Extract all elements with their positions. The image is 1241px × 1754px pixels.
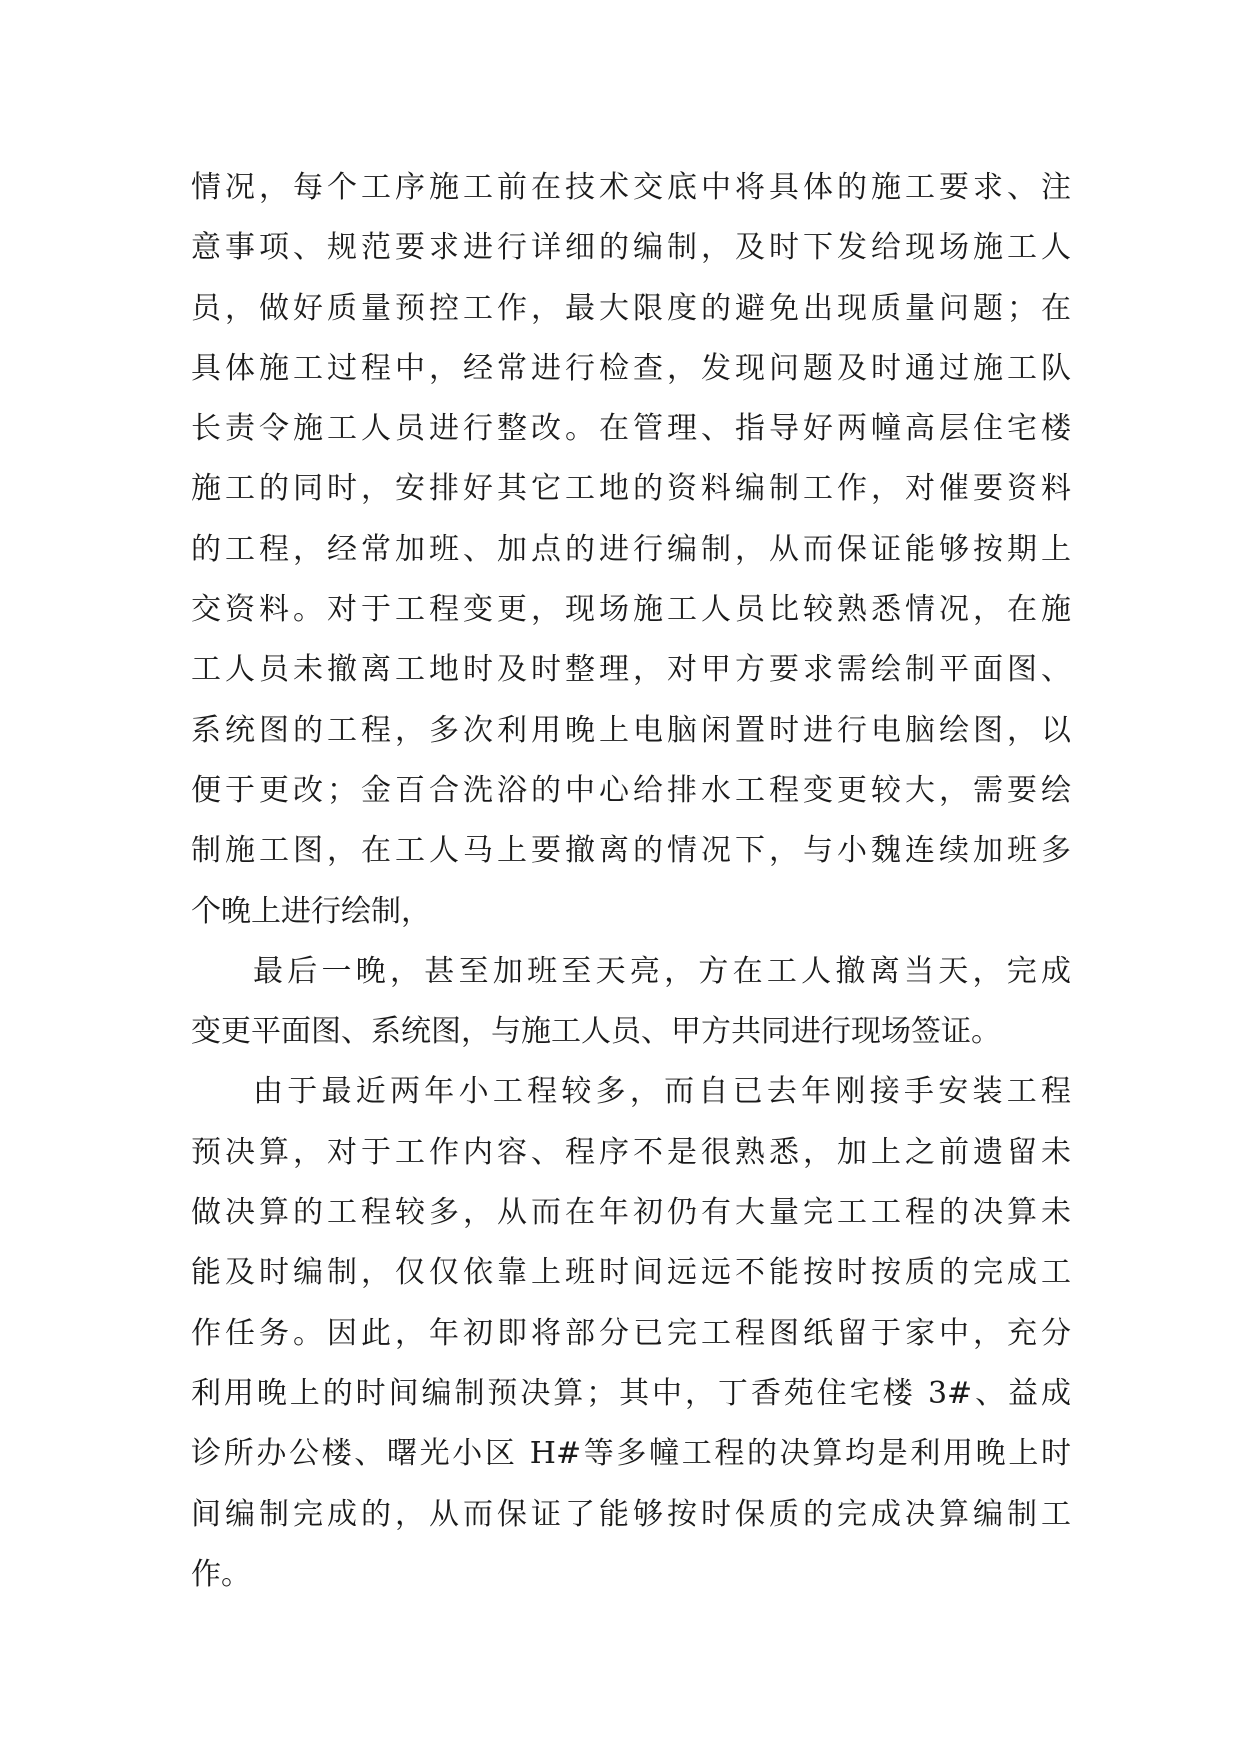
text-line: 制施工图，在工人马上要撤离的情况下，与小魏连续加班多 bbox=[191, 833, 1071, 869]
text-line: 诊所办公楼、曙光小区 H#等多幢工程的决算均是利用晚上时 bbox=[191, 1436, 1071, 1472]
text-line: 作任务。因此，年初即将部分已完工程图纸留于家中，充分 bbox=[191, 1315, 1071, 1351]
paragraph-1 bbox=[191, 158, 1071, 942]
text-line: 能及时编制，仅仅依靠上班时间远远不能按时按质的完成工 bbox=[191, 1255, 1071, 1291]
body-text bbox=[191, 158, 1071, 1605]
text-line: 系统图的工程，多次利用晚上电脑闲置时进行电脑绘图，以 bbox=[191, 712, 1071, 748]
text-line: 变更平面图、系统图，与施工人员、甲方共同进行现场签证。 bbox=[191, 1014, 1001, 1050]
text-line: 工人员未撤离工地时及时整理，对甲方要求需绘制平面图、 bbox=[191, 652, 1071, 688]
text-line: 的工程，经常加班、加点的进行编制，从而保证能够按期上 bbox=[191, 531, 1071, 567]
text-line: 最后一晚，甚至加班至天亮，方在工人撤离当天，完成 bbox=[253, 953, 1071, 989]
text-line: 做决算的工程较多，从而在年初仍有大量完工工程的决算未 bbox=[191, 1195, 1071, 1231]
text-line: 预决算，对于工作内容、程序不是很熟悉，加上之前遗留未 bbox=[191, 1134, 1071, 1170]
text-line: 间编制完成的，从而保证了能够按时保质的完成决算编制工 bbox=[191, 1496, 1071, 1532]
text-line: 具体施工过程中，经常进行检查，发现问题及时通过施工队 bbox=[191, 350, 1071, 386]
text-line: 施工的同时，安排好其它工地的资料编制工作，对催要资料 bbox=[191, 471, 1071, 507]
paragraph-2 bbox=[191, 942, 1071, 1063]
text-line: 长责令施工人员进行整改。在管理、指导好两幢高层住宅楼 bbox=[191, 411, 1071, 447]
text-line: 情况，每个工序施工前在技术交底中将具体的施工要求、注 bbox=[191, 170, 1071, 205]
text-line: 由于最近两年小工程较多，而自已去年刚接手安装工程 bbox=[253, 1074, 1071, 1110]
text-line: 作。 bbox=[191, 1556, 251, 1592]
paragraph-3 bbox=[191, 1062, 1071, 1605]
text-line: 意事项、规范要求进行详细的编制，及时下发给现场施工人 bbox=[191, 230, 1071, 266]
text-line: 便于更改；金百合洗浴的中心给排水工程变更较大，需要绘 bbox=[191, 772, 1071, 808]
text-line: 员，做好质量预控工作，最大限度的避免出现质量问题；在 bbox=[191, 290, 1071, 326]
text-line: 交资料。对于工程变更，现场施工人员比较熟悉情况，在施 bbox=[191, 592, 1071, 628]
text-line: 利用晚上的时间编制预决算；其中，丁香苑住宅楼 3#、益成 bbox=[191, 1375, 1071, 1411]
text-line: 个晚上进行绘制， bbox=[191, 893, 431, 929]
